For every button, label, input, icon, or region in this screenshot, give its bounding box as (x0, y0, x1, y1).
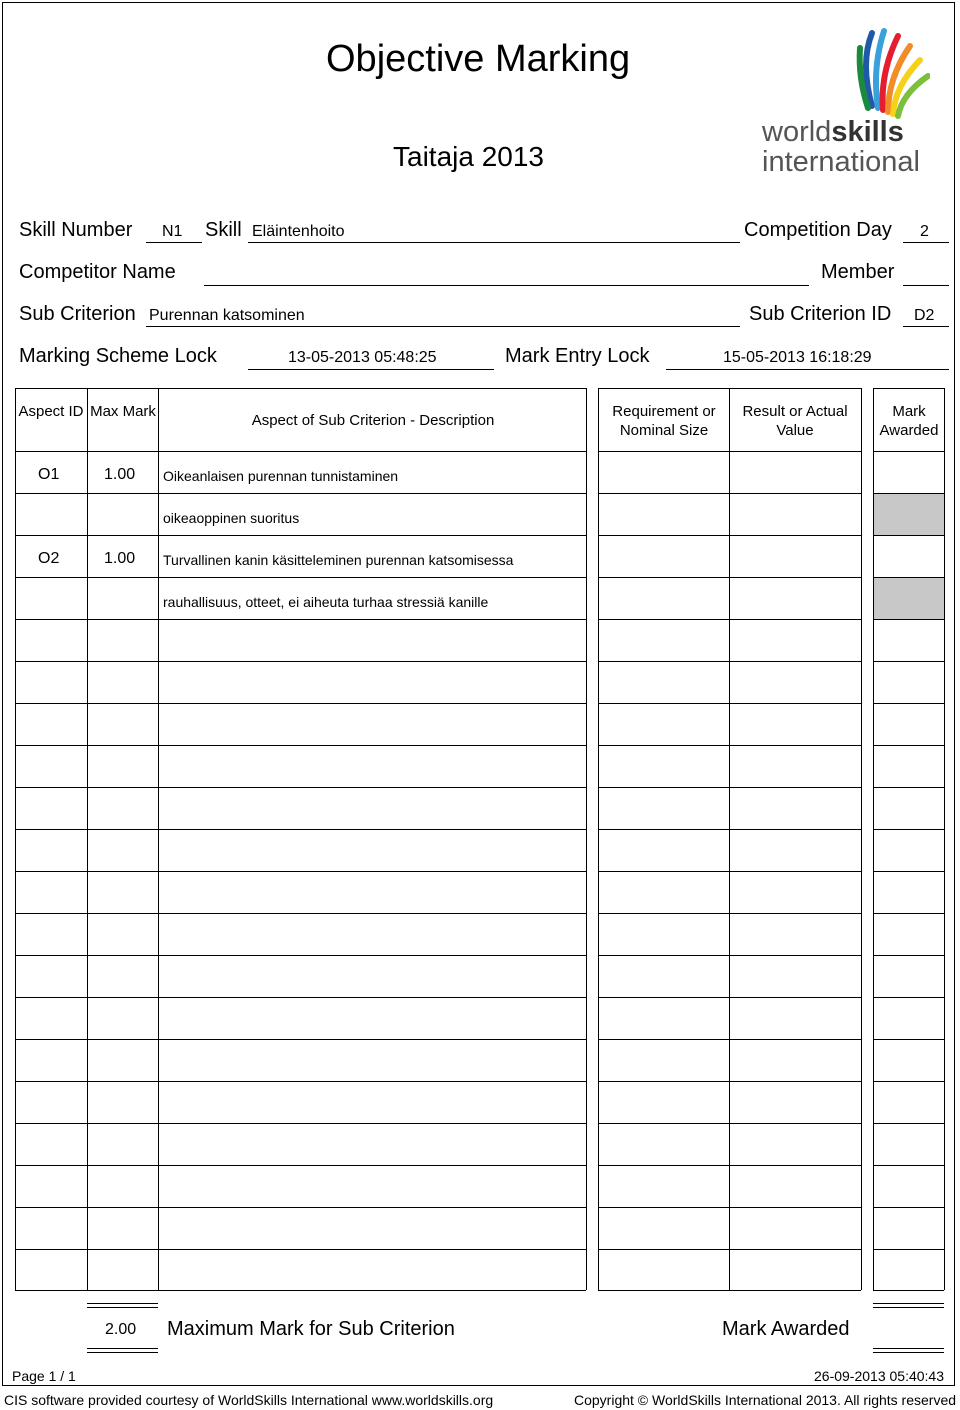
col-header-awarded: Mark Awarded (879, 403, 939, 439)
awarded-total-top-rule (873, 1303, 944, 1308)
grid-row-line (873, 955, 944, 956)
grid-row-line (15, 451, 586, 452)
page-number: Page 1 / 1 (12, 1368, 76, 1384)
grid-row-line (873, 451, 944, 452)
grid-row-line (873, 997, 944, 998)
grid-row-line (598, 661, 861, 662)
grid-row-line (873, 829, 944, 830)
sub-criterion-value[interactable]: Purennan katsominen (149, 307, 305, 324)
row1-description: Oikeanlaisen purennan tunnistaminen (163, 468, 399, 484)
grid-row-line (598, 703, 861, 704)
skill-number-underline (146, 242, 202, 243)
grid-row-line (15, 1081, 586, 1082)
row4-description: rauhallisuus, otteet, ei aiheuta turhaa stressiä kanille (163, 594, 489, 610)
grid-row-line (15, 1123, 586, 1124)
grid-row-line (15, 1165, 586, 1166)
logo-arcs-icon (860, 31, 928, 116)
grid-column-line (729, 388, 730, 1290)
svg-text:worldskills (761, 116, 904, 148)
sub-criterion-underline (146, 326, 740, 327)
skill-number-label: Skill Number (19, 219, 133, 241)
max-total-bottom-rule (87, 1348, 158, 1353)
competition-day-label: Competition Day (744, 219, 892, 241)
marking-scheme-lock-value: 13-05-2013 05:48:25 (288, 349, 437, 366)
sub-criterion-id-underline (903, 326, 949, 327)
grid-column-line (158, 388, 159, 1290)
page-title: Objective Marking (326, 38, 631, 80)
grid-row-line (873, 535, 944, 536)
row1-aspect-id: O1 (38, 466, 60, 483)
grid-row-line (15, 1039, 586, 1040)
sub-criterion-id-label: Sub Criterion ID (749, 303, 892, 325)
grid-row-line (598, 1165, 861, 1166)
grid-column-line (944, 388, 945, 1290)
max-total-top-rule (87, 1303, 158, 1308)
grid-column-line (15, 388, 16, 1290)
grid-row-line (873, 1165, 944, 1166)
grid-row-line (15, 493, 586, 494)
grid-row-line (598, 913, 861, 914)
competition-day-underline (903, 242, 949, 243)
grid-row-line (15, 829, 586, 830)
marking-scheme-lock-label: Marking Scheme Lock (19, 345, 217, 367)
logo-world: world (762, 116, 832, 148)
grid-row-line (598, 1249, 861, 1250)
skill-value[interactable]: Eläintenhoito (252, 223, 345, 240)
page-subtitle: Taitaja 2013 (393, 141, 545, 172)
row2-description: oikeaoppinen suoritus (163, 510, 300, 526)
grid-column-line (861, 388, 862, 1290)
member-underline (903, 285, 949, 286)
col-header-max-mark: Max Mark (90, 403, 156, 420)
grid-row-line (873, 787, 944, 788)
grid-row-line (598, 619, 861, 620)
grid-row-line (15, 745, 586, 746)
grid-row-line (873, 1290, 944, 1291)
grid-row-line (15, 1207, 586, 1208)
grid-row-line (15, 1290, 586, 1291)
grid-row-line (15, 388, 586, 389)
grid-row-line (15, 577, 586, 578)
grid-row-line (873, 1207, 944, 1208)
grid-row-line (873, 661, 944, 662)
mark-entry-lock-value: 15-05-2013 16:18:29 (723, 349, 872, 366)
grid-row-line (15, 661, 586, 662)
skill-label: Skill (205, 219, 242, 241)
row2-awarded-shaded-cell (874, 494, 944, 535)
grid-row-line (15, 997, 586, 998)
mark-entry-lock-underline (666, 369, 949, 370)
grid-row-line (598, 535, 861, 536)
grid-row-line (598, 997, 861, 998)
grid-row-line (873, 1039, 944, 1040)
row1-max-mark: 1.00 (104, 466, 136, 483)
logo-international: international (762, 146, 920, 178)
grid-row-line (598, 829, 861, 830)
grid-row-line (873, 871, 944, 872)
grid-row-line (598, 1039, 861, 1040)
copyright-note: Copyright © WorldSkills International 2013. All rights reserved (574, 1392, 957, 1408)
grid-row-line (873, 703, 944, 704)
sub-criterion-label: Sub Criterion (19, 303, 136, 325)
competition-day-value[interactable]: 2 (920, 223, 929, 240)
sub-criterion-id-value[interactable]: D2 (914, 307, 935, 324)
logo-skills: skills (831, 116, 904, 148)
grid-row-line (598, 451, 861, 452)
print-timestamp: 26-09-2013 05:40:43 (814, 1368, 944, 1384)
col-header-requirement: Requirement or Nominal Size (612, 403, 716, 439)
grid-row-line (598, 1290, 861, 1291)
grid-row-line (15, 1249, 586, 1250)
mark-entry-lock-label: Mark Entry Lock (505, 345, 650, 367)
competitor-name-label: Competitor Name (19, 261, 176, 283)
skill-number-value[interactable]: N1 (162, 223, 183, 240)
grid-row-line (873, 1081, 944, 1082)
row3-description: Turvallinen kanin käsitteleminen purennan katsomisessa (163, 552, 514, 568)
grid-row-line (873, 1123, 944, 1124)
grid-row-line (15, 955, 586, 956)
max-total-label: Maximum Mark for Sub Criterion (167, 1318, 455, 1340)
grid-row-line (598, 388, 861, 389)
grid-row-line (598, 871, 861, 872)
col-header-aspect-id: Aspect ID (18, 403, 84, 420)
row4-awarded-shaded-cell (874, 578, 944, 619)
grid-row-line (873, 619, 944, 620)
mark-awarded-total-label: Mark Awarded (722, 1318, 850, 1340)
grid-row-line (598, 745, 861, 746)
grid-row-line (873, 388, 944, 389)
grid-row-line (15, 535, 586, 536)
row3-aspect-id: O2 (38, 550, 60, 567)
grid-column-line (586, 388, 587, 1290)
grid-row-line (15, 787, 586, 788)
max-total-value: 2.00 (105, 1321, 137, 1338)
grid-row-line (15, 703, 586, 704)
awarded-total-bottom-rule (873, 1348, 944, 1353)
worldskills-logo (760, 28, 930, 178)
member-label: Member (821, 261, 895, 283)
awarded-total-value[interactable] (880, 1321, 940, 1341)
grid-column-line (598, 388, 599, 1290)
marking-scheme-lock-underline (248, 369, 494, 370)
grid-row-line (598, 493, 861, 494)
grid-row-line (598, 1123, 861, 1124)
grid-row-line (873, 1249, 944, 1250)
grid-row-line (873, 745, 944, 746)
grid-row-line (873, 913, 944, 914)
grid-row-line (598, 577, 861, 578)
grid-row-line (15, 871, 586, 872)
skill-underline (248, 242, 740, 243)
row3-max-mark: 1.00 (104, 550, 136, 567)
grid-row-line (15, 619, 586, 620)
col-header-description: Aspect of Sub Criterion - Description (251, 412, 495, 429)
col-header-result: Result or Actual Value (742, 403, 848, 439)
courtesy-note: CIS software provided courtesy of WorldSkills International www.worldskills.org (4, 1392, 494, 1408)
page-frame (2, 2, 955, 1386)
grid-row-line (598, 1081, 861, 1082)
grid-row-line (598, 1207, 861, 1208)
grid-row-line (15, 913, 586, 914)
competitor-name-underline (204, 285, 809, 286)
grid-column-line (87, 388, 88, 1290)
grid-row-line (598, 787, 861, 788)
grid-row-line (598, 955, 861, 956)
